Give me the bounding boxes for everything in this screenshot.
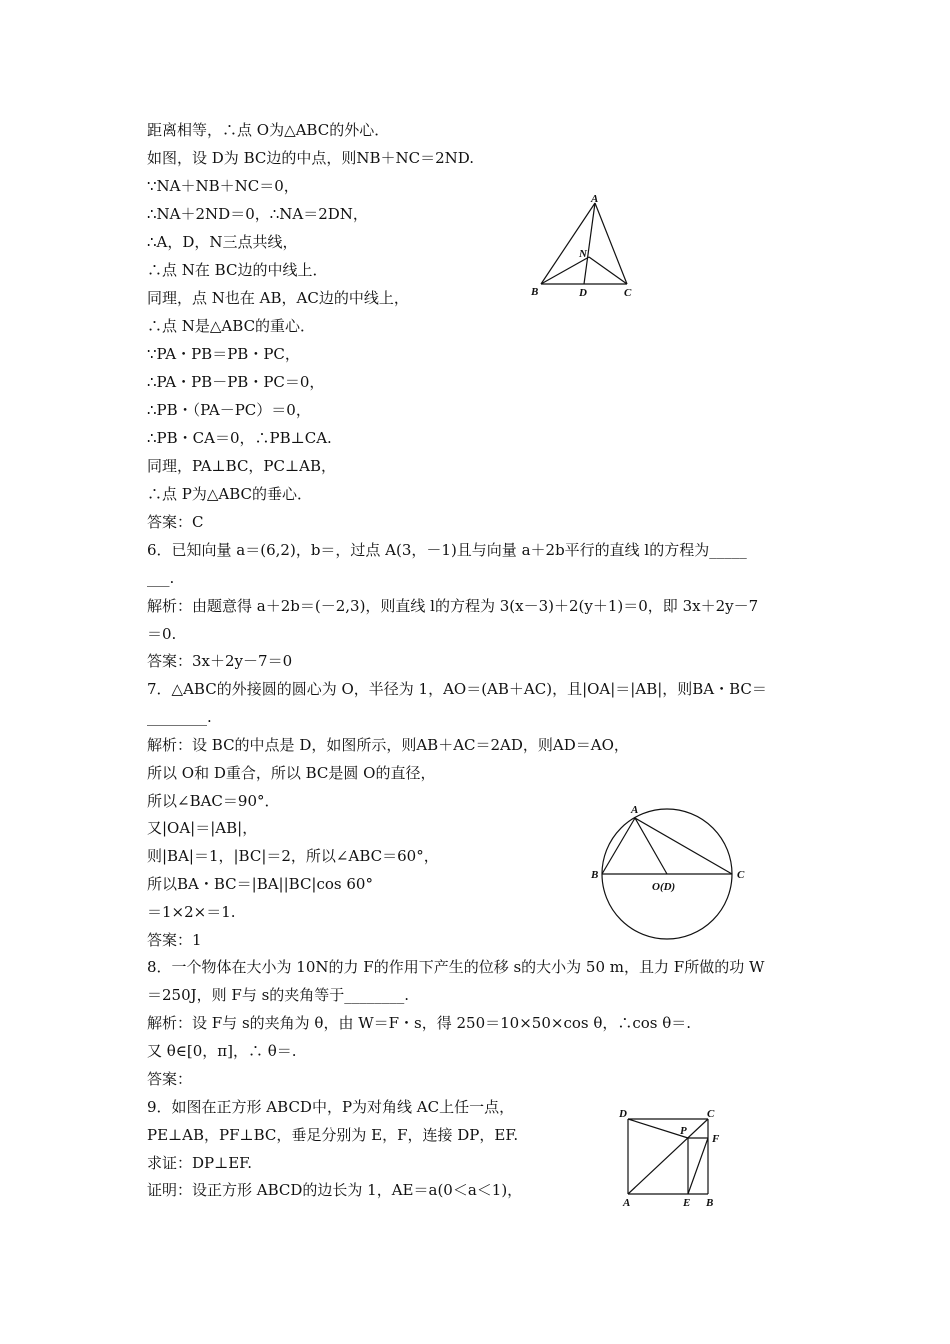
label-n: N xyxy=(579,248,587,260)
text-line: 所以∠BAC＝90°． xyxy=(147,792,280,810)
label-c: C xyxy=(707,1108,715,1120)
text-line: ___. xyxy=(147,569,175,587)
text-line: 7．△ABC的外接圆的圆心为 O，半径为 1，AO＝(AB＋AC)，且|OA|＝|AB|，则BA・BC＝ xyxy=(147,680,767,698)
text-line: 9．如图在正方形 ABCD中，P为对角线 AC上任一点， xyxy=(147,1098,515,1116)
text-line: 证明：设正方形 ABCD的边长为 1，AE＝a(0＜a＜1)， xyxy=(147,1181,523,1199)
label-b: B xyxy=(531,286,539,298)
text-line: 同理，PA⊥BC，PC⊥AB， xyxy=(147,457,336,475)
label-d: D xyxy=(619,1108,627,1120)
text-line: 解析：由题意得 a＋2b＝(－2,3)，则直线 l的方程为 3(x－3)＋2(y＋1)＝0，即 3x＋2y－7 xyxy=(147,597,759,615)
text-line: 答案：1 xyxy=(147,931,202,949)
text-line: 求证：DP⊥EF. xyxy=(147,1154,253,1172)
segment-nb xyxy=(541,257,589,284)
text-line: 8．一个物体在大小为 10N的力 F的作用下产生的位移 s的大小为 50 m，且力 F所做的功 W xyxy=(147,958,765,976)
label-c: C xyxy=(624,287,632,299)
text-line: ∴PB・（PA－PC）＝0， xyxy=(147,401,311,419)
label-d: D xyxy=(579,287,587,299)
text-line: ∴点 N在 BC边的中线上． xyxy=(147,261,328,279)
label-a: A xyxy=(631,804,639,816)
text-line: 所以BA・BC＝|BA||BC|cos 60° xyxy=(147,875,373,893)
triangle-figure xyxy=(528,194,643,302)
label-c: C xyxy=(737,869,745,881)
text-line: ＝0. xyxy=(147,625,177,643)
text-line: 所以 O和 D重合，所以 BC是圆 O的直径， xyxy=(147,764,436,782)
text-line: 解析：设 F与 s的夹角为 θ，由 W＝F・s，得 250＝10×50×cos θ，∴cos θ＝. xyxy=(147,1014,692,1032)
label-b: B xyxy=(591,869,599,881)
square-figure xyxy=(614,1102,726,1210)
text-line: ∴点 P为△ABC的垂心． xyxy=(147,485,313,503)
text-line: ∴PA・PB－PB・PC＝0， xyxy=(147,373,325,391)
text-line: ＝250J，则 F与 s的夹角等于________. xyxy=(147,986,410,1004)
segment-ef xyxy=(688,1138,708,1194)
chord-ac xyxy=(635,818,732,874)
text-line: 又|OA|＝|AB|， xyxy=(147,819,258,837)
label-p: P xyxy=(680,1125,687,1137)
label-e: E xyxy=(683,1197,691,1209)
label-a: A xyxy=(623,1197,631,1209)
text-line: 如图，设 D为 BC边的中点，则NB＋NC＝2ND. xyxy=(147,149,475,167)
segment-dp xyxy=(628,1119,688,1138)
text-line: ________. xyxy=(147,708,212,726)
label-b: B xyxy=(706,1197,714,1209)
text-line: 答案：3x＋2y－7＝0 xyxy=(147,652,293,670)
text-line: 解析：设 BC的中点是 D，如图所示，则AB＋AC＝2AD，则AD＝AO， xyxy=(147,736,629,754)
text-line: ∵NA＋NB＋NC＝0， xyxy=(147,177,299,195)
chord-ab xyxy=(602,818,635,874)
diagonal-ac xyxy=(628,1119,708,1194)
text-line: ＝1×2×＝1. xyxy=(147,903,236,921)
circle-figure xyxy=(588,800,754,940)
text-line: ∴点 N是△ABC的重心． xyxy=(147,317,316,335)
text-line: ∴A，D，N三点共线， xyxy=(147,233,298,251)
text-line: 同理，点 N也在 AB，AC边的中线上， xyxy=(147,289,409,307)
text-line: 又 θ∈[0，π]，∴ θ＝. xyxy=(147,1042,297,1060)
text-line: PE⊥AB，PF⊥BC，垂足分别为 E，F，连接 DP，EF. xyxy=(147,1126,519,1144)
label-a: A xyxy=(591,194,599,205)
side-ac xyxy=(595,203,627,284)
label-od: O(D) xyxy=(652,881,676,893)
text-line: 答案：C xyxy=(147,513,204,531)
text-line: ∴NA＋2ND＝0，∴NA＝2DN， xyxy=(147,205,368,223)
text-line: ∵PA・PB＝PB・PC， xyxy=(147,345,300,363)
text-line: 则|BA|＝1，|BC|＝2，所以∠ABC＝60°， xyxy=(147,847,439,865)
text-line: 距离相等，∴点 O为△ABC的外心． xyxy=(147,121,390,139)
label-f: F xyxy=(712,1133,720,1145)
text-line: 答案： xyxy=(147,1070,193,1088)
text-line: ∴PB・CA＝0，∴PB⊥CA. xyxy=(147,429,332,447)
radius-ao xyxy=(635,818,667,874)
side-ab xyxy=(541,203,595,284)
text-line: 6．已知向量 a＝(6,2)，b＝，过点 A(3，－1)且与向量 a＋2b平行的直线 l的方程为_____ xyxy=(147,541,747,559)
median-ad xyxy=(584,203,595,284)
